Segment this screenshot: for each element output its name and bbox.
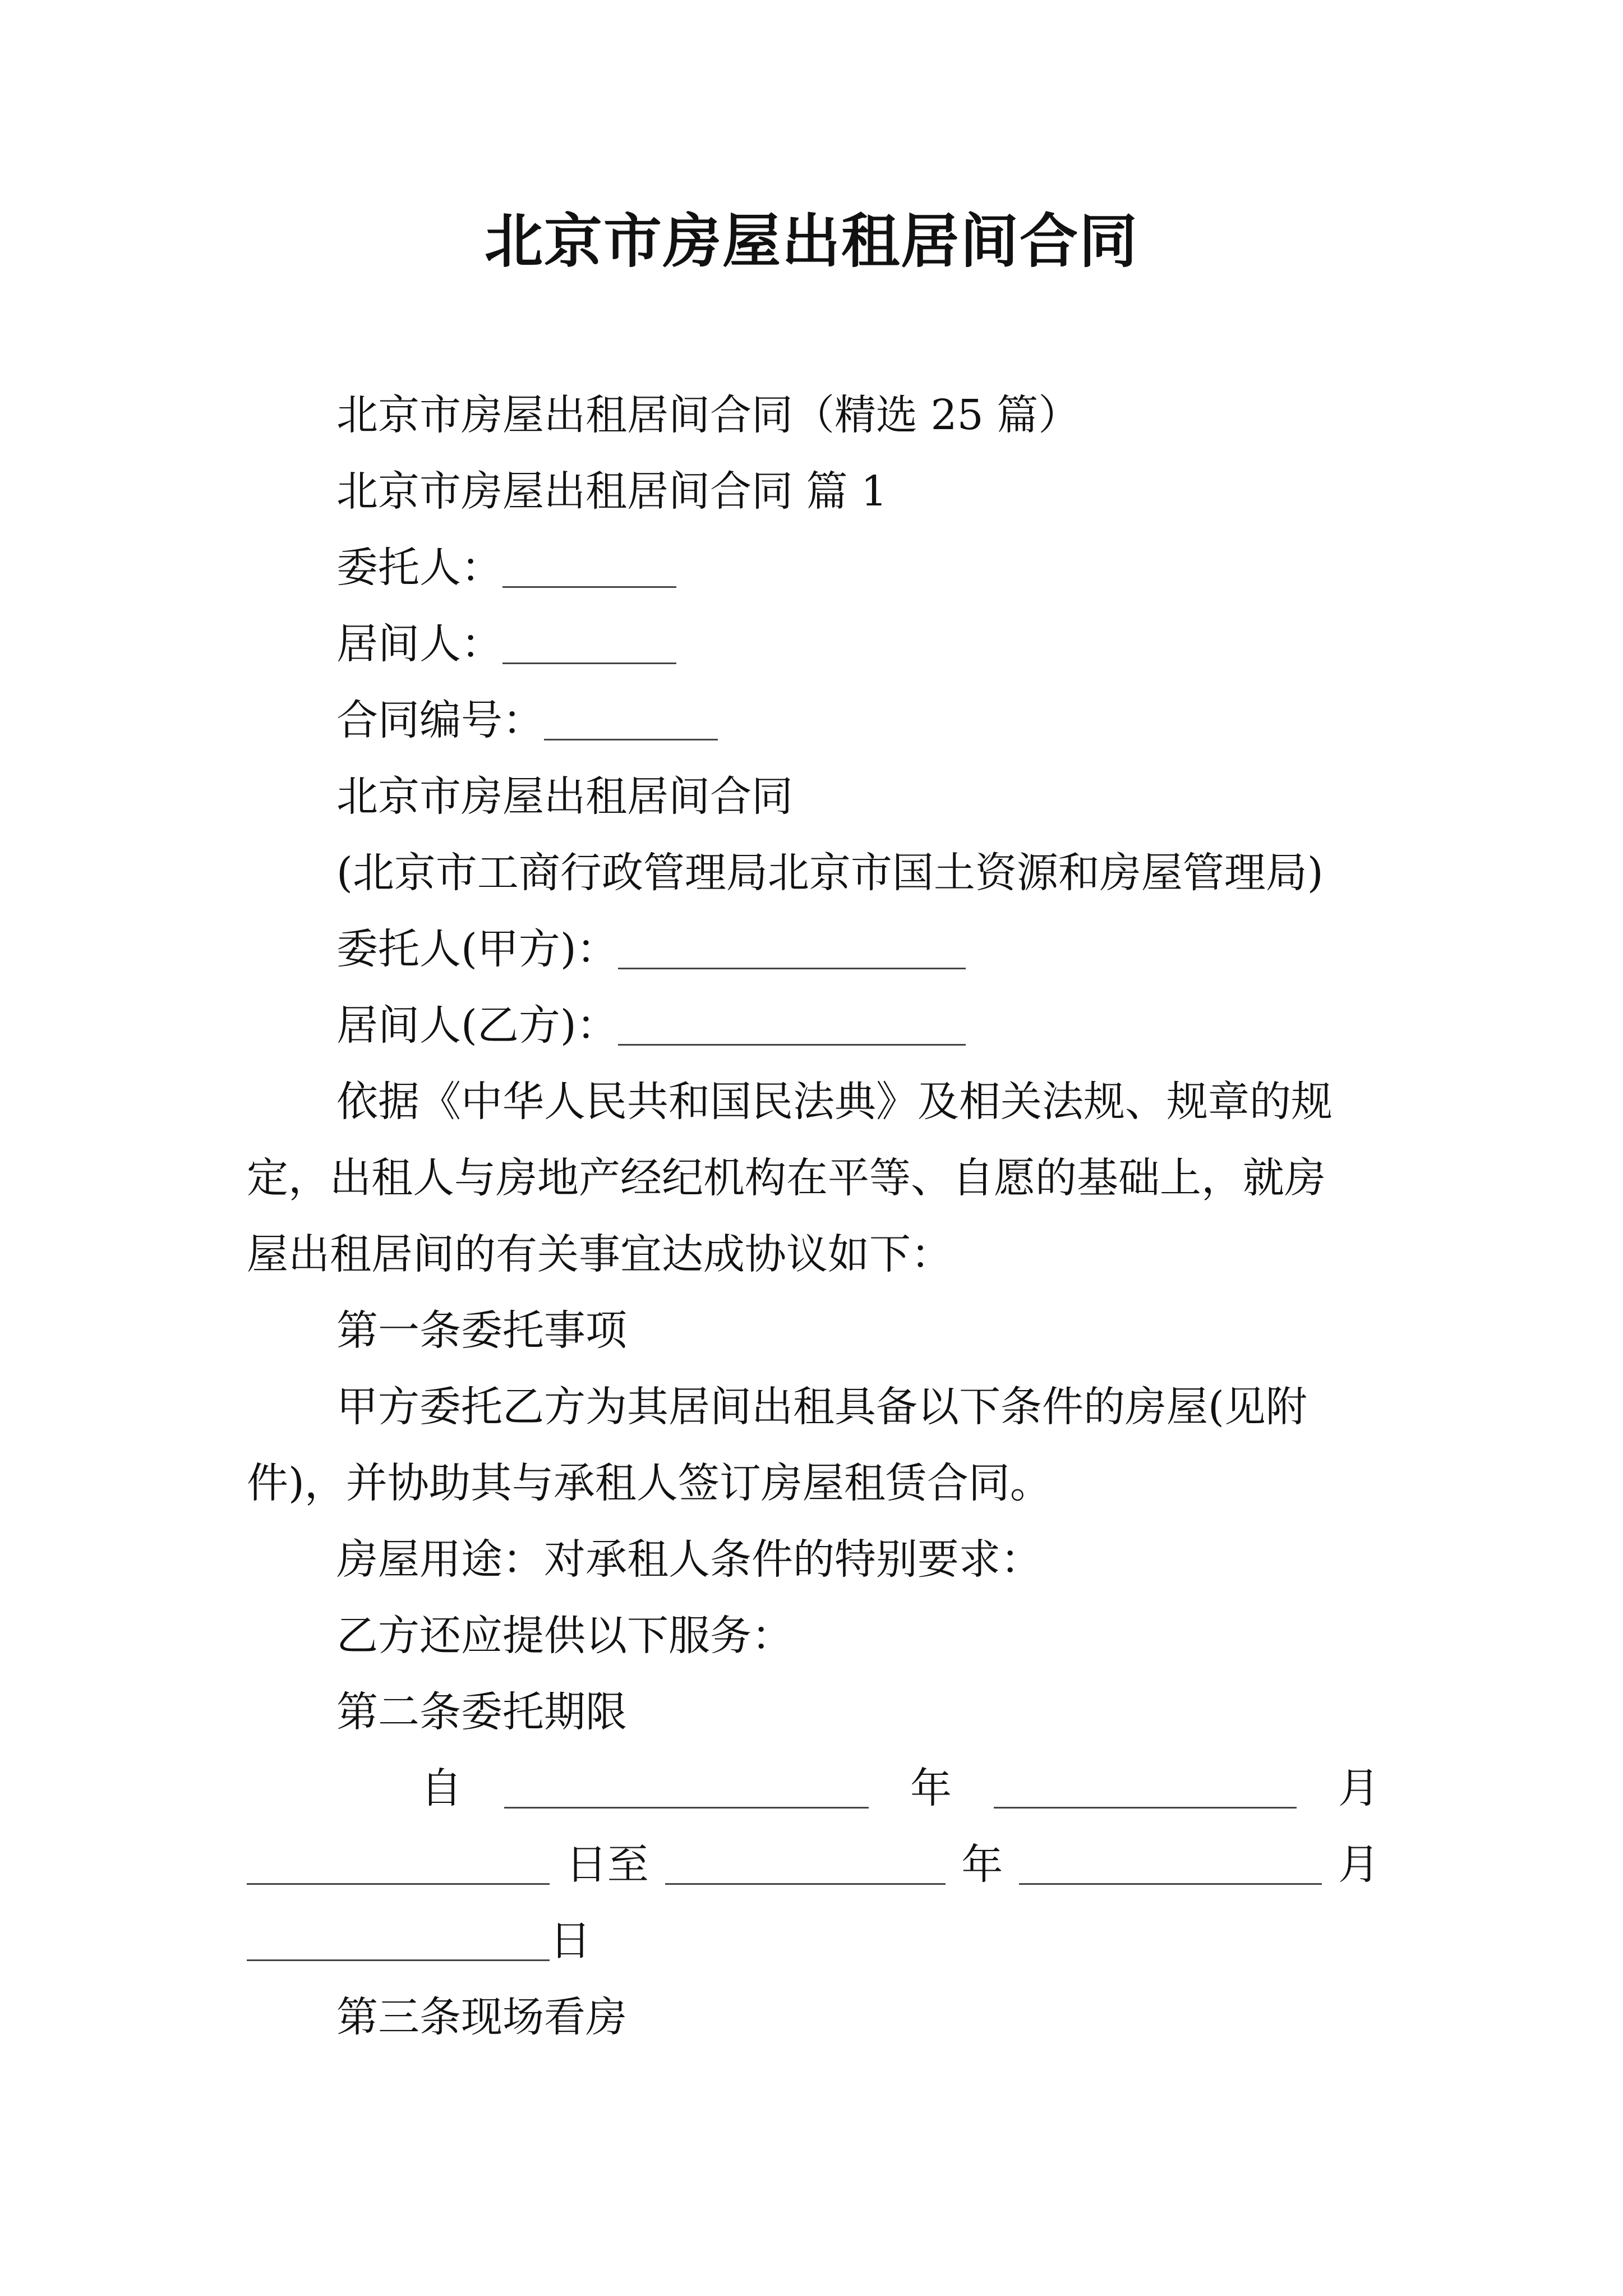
document-title: 北京市房屋出租居间合同 [484, 206, 1138, 275]
start-month-blank [994, 1768, 1297, 1809]
subtitle-line: 北京市房屋出租居间合同（精选 25 篇） [336, 391, 1080, 439]
article-heading: 第三条现场看房 [336, 1993, 627, 2041]
contract-name-line: 北京市房屋出租居间合同 [336, 772, 793, 821]
period-day: 日 [550, 1917, 591, 1965]
end-month-blank [1019, 1844, 1322, 1885]
end-year-blank [665, 1844, 946, 1885]
period-month: 月 [1338, 1841, 1380, 1889]
paragraph-line: 依据《中华人民共和国民法典》及相关法规、规章的规 [336, 1078, 1332, 1126]
broker-label: 居间人： [336, 620, 502, 668]
broker-blank [502, 623, 676, 664]
end-day-blank [247, 1920, 550, 1961]
period-line-2 [247, 1837, 1380, 1893]
article-heading: 第二条委托期限 [336, 1688, 627, 1736]
contract-number-label: 合同编号： [336, 696, 544, 744]
party-a-field [336, 921, 966, 977]
contract-number-field [336, 692, 718, 748]
party-a-blank [618, 928, 966, 969]
paragraph-line: 件)，并协助其与承租人签订房屋租赁合同。 [247, 1459, 1052, 1507]
period-line-1 [247, 1760, 1380, 1816]
start-day-blank [247, 1844, 550, 1885]
start-year-blank [504, 1768, 869, 1809]
paragraph-line: 房屋用途：对承租人条件的特别要求： [336, 1535, 1042, 1584]
period-from: 自 [421, 1764, 462, 1812]
period-year: 年 [961, 1841, 1003, 1889]
client-field [336, 540, 676, 596]
client-blank [502, 547, 676, 588]
contract-number-blank [544, 700, 718, 740]
party-a-label: 委托人(甲方)： [336, 925, 618, 973]
broker-field [336, 616, 676, 672]
section-heading: 北京市房屋出租居间合同 篇 1 [336, 467, 888, 516]
article-heading: 第一条委托事项 [336, 1306, 627, 1355]
period-year: 年 [910, 1764, 952, 1812]
paragraph-line: 甲方委托乙方为其居间出租具备以下条件的房屋(见附 [336, 1383, 1307, 1431]
paragraph-line: 定，出租人与房地产经纪机构在平等、自愿的基础上，就房 [247, 1154, 1326, 1202]
period-day-to: 日至 [565, 1841, 649, 1889]
issuer-line: (北京市工商行政管理局北京市国土资源和房屋管理局) [336, 849, 1324, 897]
period-month: 月 [1338, 1764, 1380, 1812]
period-line-3 [247, 1913, 591, 1969]
client-label: 委托人： [336, 544, 502, 592]
party-b-blank [618, 1005, 966, 1046]
paragraph-line: 乙方还应提供以下服务： [336, 1612, 793, 1660]
party-b-field [336, 997, 966, 1053]
party-b-label: 居间人(乙方)： [336, 1001, 618, 1050]
paragraph-line: 屋出租居间的有关事宜达成协议如下： [247, 1230, 952, 1278]
